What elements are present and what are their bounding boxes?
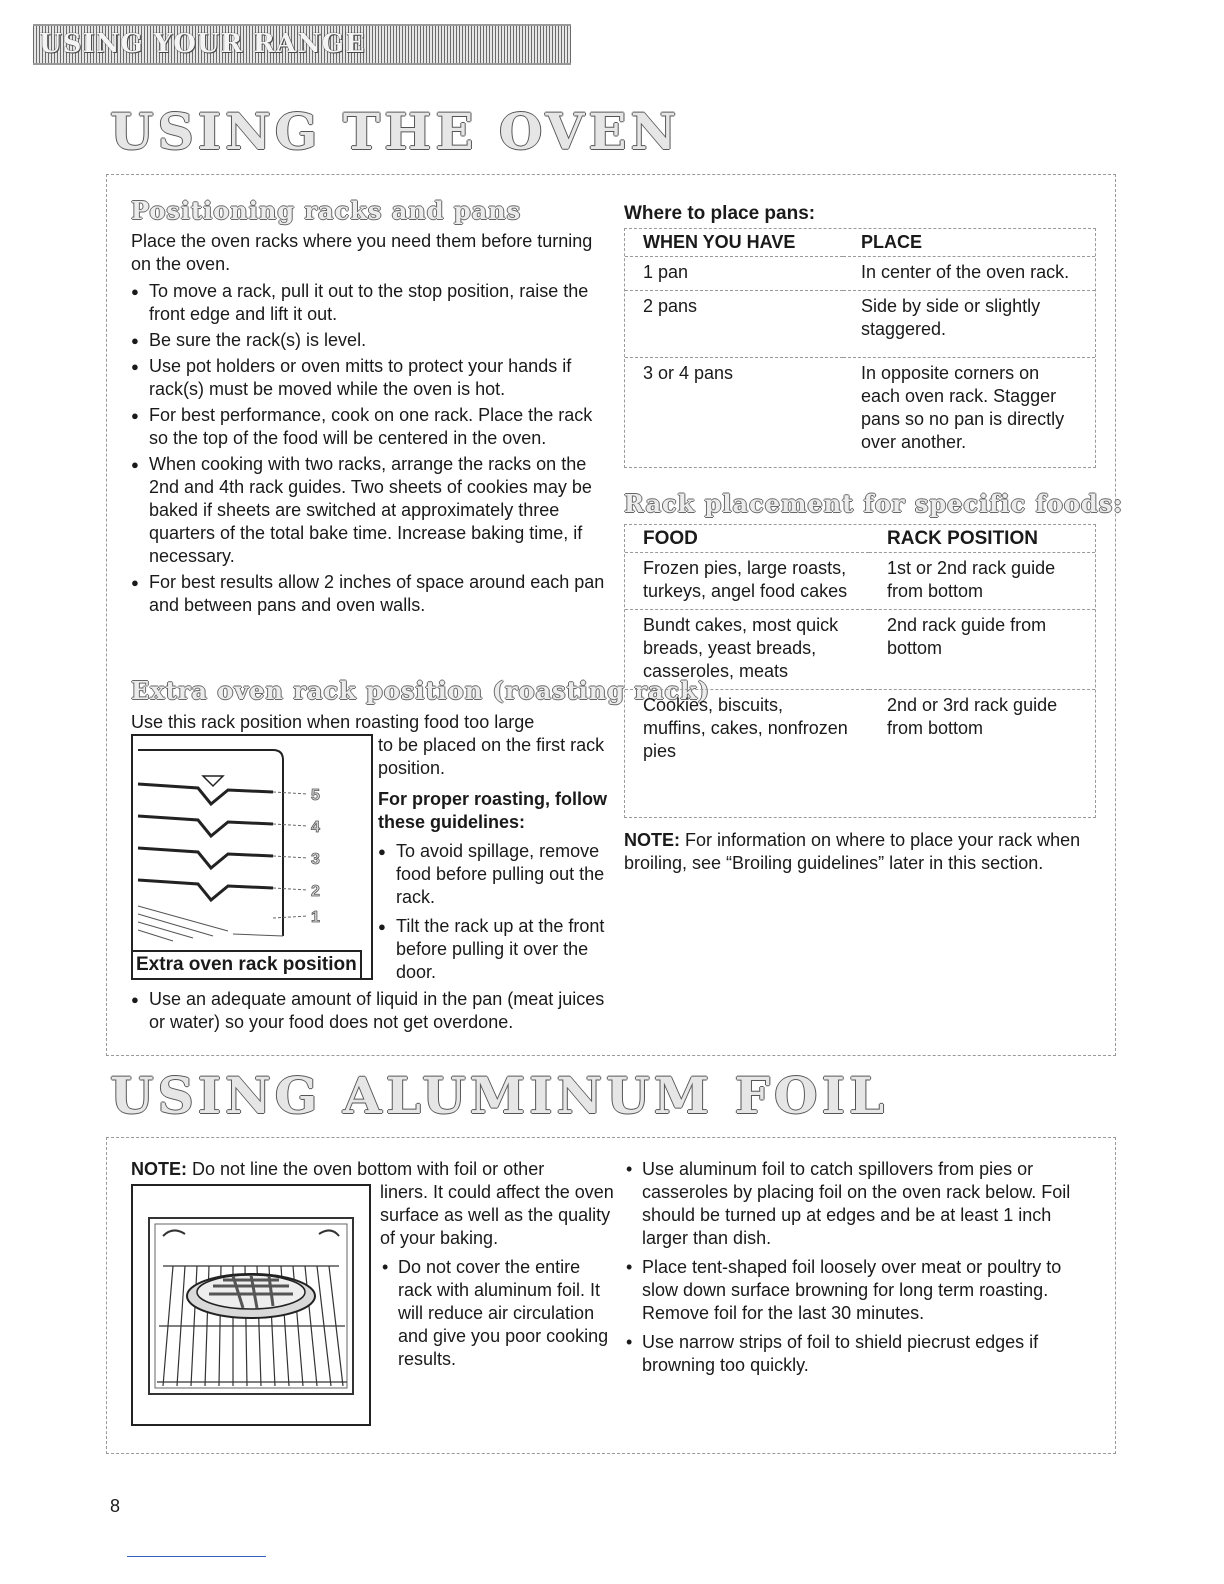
foods-table <box>625 525 1095 769</box>
rack-number-4: 4 <box>311 819 320 836</box>
list-item: • Do not cover the entire rack with aluminum foil. It will reduce air circulation and give you poor cooking results. <box>380 1256 614 1371</box>
racks-bullet-list <box>131 280 611 617</box>
table-row <box>625 291 1095 358</box>
foil-inline-bullet-list <box>380 1256 614 1371</box>
foods-col-position: RACK POSITION <box>869 525 1095 553</box>
foil-note-text-a: Do not line the oven bottom with foil or other <box>187 1159 545 1179</box>
food-name: Bundt cakes, most quick breads, yeast breads, casseroles, meats <box>625 610 869 690</box>
pans-place: Side by side or slightly staggered. <box>843 291 1095 358</box>
place-pans-heading: Where to place pans: <box>624 203 816 224</box>
roasting-guideline-liquid-list <box>131 988 621 1034</box>
pans-place: In center of the oven rack. <box>861 262 1070 282</box>
place-pans-col-place: PLACE <box>843 229 1095 257</box>
rack-number-2: 2 <box>311 883 320 900</box>
extra-rack-intro-b: to be placed on the first rack position. <box>378 735 605 778</box>
extra-rack-intro-a: Use this rack position when roasting food too large <box>131 712 535 732</box>
food-name: Frozen pies, large roasts, turkeys, angel food cakes <box>643 558 848 601</box>
broil-note-text: For information on where to place your rack when broiling, see “Broiling guidelines” later in this section. <box>624 830 1081 873</box>
table-row <box>625 257 1095 291</box>
rack-number-5: 5 <box>311 787 320 804</box>
food-rack-position: 1st or 2nd rack guide from bottom <box>887 558 1056 601</box>
place-pans-col-have: WHEN YOU HAVE <box>625 229 843 257</box>
page-number: 8 <box>110 1496 121 1516</box>
oven-rack-diagram <box>133 736 371 946</box>
extra-rack-heading: Extra oven rack position (roasting rack) <box>131 676 711 705</box>
oven-foil-figure <box>131 1184 371 1426</box>
foods-heading: Rack placement for specific foods: <box>624 489 1124 518</box>
rack-number-1: 1 <box>311 909 320 926</box>
pans-place: In opposite corners on each oven rack. Stagger pans so no pan is directly over another. <box>843 358 1095 461</box>
foil-bullet-list <box>624 1158 1092 1377</box>
roasting-guideline-liquid <box>131 988 621 1034</box>
list-item: • Use narrow strips of foil to shield piecrust edges if browning too quickly. <box>624 1331 1092 1377</box>
section-label: USING YOUR RANGE <box>39 29 366 59</box>
list-item: ● To avoid spillage, remove food before pulling out the rack. <box>378 840 614 909</box>
list-item: ● For best results allow 2 inches of space around each pan and between pans and oven walls. <box>131 571 611 617</box>
list-item: • Place tent-shaped foil loosely over meat or poultry to slow down surface browning for long term roasting. Remove foil for the last 30 minutes. <box>624 1256 1092 1325</box>
foil-note-text-b: liners. It could affect the oven surface as well as the quality of your baking. <box>380 1182 614 1248</box>
section-header-strip <box>33 24 571 65</box>
oven-with-pie-illustration <box>133 1186 369 1424</box>
foil-note <box>131 1158 621 1181</box>
pans-have: 3 or 4 pans <box>625 358 843 461</box>
list-item: ● To move a rack, pull it out to the stop position, raise the front edge and lift it out. <box>131 280 611 326</box>
place-pans-table <box>625 229 1095 460</box>
list-item: ● Use an adequate amount of liquid in the pan (meat juices or water) so your food does not get overdone. <box>131 988 621 1034</box>
food-rack-position: 2nd or 3rd rack guide from bottom <box>869 690 1095 770</box>
foods-col-food: FOOD <box>625 525 869 553</box>
extra-rack-side-text <box>378 734 614 984</box>
foil-bullets <box>624 1158 1092 1377</box>
racks-intro: Place the oven racks where you need them before turning on the oven. <box>131 231 593 274</box>
place-pans-table-frame <box>624 228 1096 468</box>
table-row <box>625 690 1095 770</box>
racks-content <box>131 230 611 617</box>
extra-rack-caption: Extra oven rack position <box>133 950 362 978</box>
rack-number-3: 3 <box>311 851 320 868</box>
pans-have: 1 pan <box>643 262 689 282</box>
foods-table-frame <box>624 524 1096 818</box>
table-row <box>625 610 1095 690</box>
table-row <box>625 553 1095 610</box>
footer-rule <box>127 1556 266 1557</box>
list-item: ● Be sure the rack(s) is level. <box>131 329 611 352</box>
list-item: ● Tilt the rack up at the front before pulling it over the door. <box>378 915 614 984</box>
list-item: ● Use pot holders or oven mitts to protect your hands if rack(s) must be moved while the oven is hot. <box>131 355 611 401</box>
list-item: ● For best performance, cook on one rack. Place the rack so the top of the food will be centered in the oven. <box>131 404 611 450</box>
racks-heading: Positioning racks and pans <box>131 196 522 225</box>
foil-side-text <box>380 1181 614 1371</box>
food-rack-position: 2nd rack guide from bottom <box>869 610 1095 690</box>
extra-rack-figure <box>131 734 373 980</box>
foil-note-label: NOTE: <box>131 1159 187 1179</box>
roasting-guidelines-list <box>378 840 614 984</box>
broil-note-label: NOTE: <box>624 830 680 850</box>
pans-have: 2 pans <box>625 291 843 358</box>
oven-section-title: USING THE OVEN <box>110 102 681 161</box>
list-item: • Use aluminum foil to catch spillovers from pies or casseroles by placing foil on the oven rack below. Foil should be turned up at edges and be at least 1 inch larger than dish. <box>624 1158 1092 1250</box>
list-item: ● When cooking with two racks, arrange the racks on the 2nd and 4th rack guides. Two sheets of cookies may be baked if sheets are switched at approximately three quarters of the total bake time. Increase baking time, if necessary. <box>131 453 611 568</box>
broil-note <box>624 829 1094 875</box>
table-row <box>625 358 1095 461</box>
foil-section-title: USING ALUMINUM FOIL <box>110 1066 889 1125</box>
food-name: Cookies, biscuits, muffins, cakes, nonfrozen pies <box>625 690 869 770</box>
roasting-guidelines-title: For proper roasting, follow these guidelines: <box>378 789 607 832</box>
